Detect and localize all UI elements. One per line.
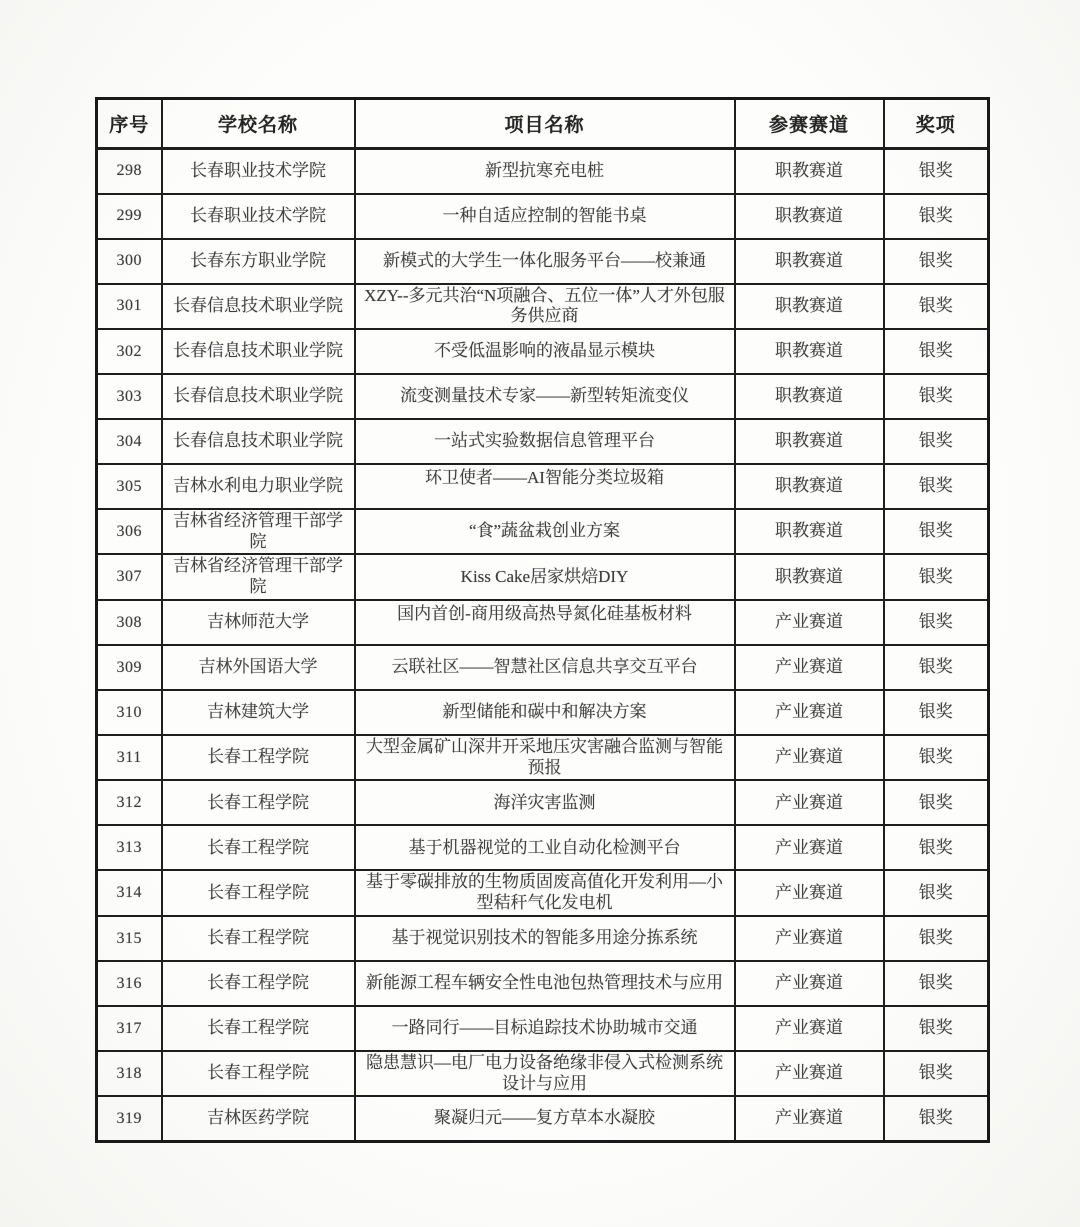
cell-track: 产业赛道	[735, 735, 884, 780]
cell-school: 长春东方职业学院	[162, 239, 355, 284]
cell-no: 310	[97, 690, 162, 735]
cell-no: 319	[97, 1096, 162, 1141]
cell-track: 职教赛道	[735, 419, 884, 464]
column-header-project: 项目名称	[355, 99, 735, 149]
table-row	[97, 690, 989, 735]
cell-school: 长春信息技术职业学院	[162, 419, 355, 464]
cell-award: 银奖	[884, 961, 989, 1006]
cell-project: “食”蔬盆栽创业方案	[355, 509, 735, 554]
table-row	[97, 194, 989, 239]
cell-no: 301	[97, 284, 162, 329]
cell-project: 大型金属矿山深井开采地压灾害融合监测与智能预报	[355, 735, 735, 780]
cell-award: 银奖	[884, 600, 989, 645]
cell-track: 产业赛道	[735, 690, 884, 735]
cell-project: 新型储能和碳中和解决方案	[355, 690, 735, 735]
cell-award: 银奖	[884, 284, 989, 329]
cell-track: 产业赛道	[735, 1096, 884, 1141]
cell-school: 长春信息技术职业学院	[162, 284, 355, 329]
cell-no: 298	[97, 149, 162, 194]
cell-school: 长春工程学院	[162, 825, 355, 870]
cell-school: 长春工程学院	[162, 780, 355, 825]
table-row	[97, 239, 989, 284]
cell-track: 产业赛道	[735, 916, 884, 961]
awards-table	[95, 97, 990, 1143]
cell-award: 银奖	[884, 825, 989, 870]
cell-project: 云联社区——智慧社区信息共享交互平台	[355, 645, 735, 690]
cell-school: 长春工程学院	[162, 1051, 355, 1096]
column-header-school: 学校名称	[162, 99, 355, 149]
cell-project: 基于视觉识别技术的智能多用途分拣系统	[355, 916, 735, 961]
cell-award: 银奖	[884, 735, 989, 780]
table-row	[97, 1006, 989, 1051]
cell-track: 职教赛道	[735, 464, 884, 509]
table-row	[97, 464, 989, 509]
table-row	[97, 1051, 989, 1096]
cell-track: 职教赛道	[735, 284, 884, 329]
cell-project: 新模式的大学生一体化服务平台——校兼通	[355, 239, 735, 284]
cell-track: 职教赛道	[735, 239, 884, 284]
cell-track: 产业赛道	[735, 645, 884, 690]
cell-award: 银奖	[884, 554, 989, 599]
table-row	[97, 1096, 989, 1141]
cell-school: 吉林外国语大学	[162, 645, 355, 690]
header-row	[97, 99, 989, 149]
cell-project: 新能源工程车辆安全性电池包热管理技术与应用	[355, 961, 735, 1006]
cell-no: 307	[97, 554, 162, 599]
cell-track: 产业赛道	[735, 780, 884, 825]
table-row	[97, 329, 989, 374]
table-row	[97, 916, 989, 961]
cell-track: 产业赛道	[735, 870, 884, 915]
table-row	[97, 825, 989, 870]
cell-project: 一站式实验数据信息管理平台	[355, 419, 735, 464]
cell-no: 300	[97, 239, 162, 284]
cell-no: 316	[97, 961, 162, 1006]
cell-project: 一路同行——目标追踪技术协助城市交通	[355, 1006, 735, 1051]
cell-project: 流变测量技术专家——新型转矩流变仪	[355, 374, 735, 419]
cell-award: 银奖	[884, 690, 989, 735]
cell-project: 聚凝归元——复方草本水凝胶	[355, 1096, 735, 1141]
cell-no: 318	[97, 1051, 162, 1096]
table-row	[97, 645, 989, 690]
cell-school: 吉林省经济管理干部学院	[162, 554, 355, 599]
cell-project: 新型抗寒充电桩	[355, 149, 735, 194]
column-header-track: 参赛赛道	[735, 99, 884, 149]
cell-track: 产业赛道	[735, 825, 884, 870]
cell-project: 基于零碳排放的生物质固废高值化开发利用—小型秸秆气化发电机	[355, 870, 735, 915]
cell-school: 长春工程学院	[162, 870, 355, 915]
cell-school: 长春职业技术学院	[162, 149, 355, 194]
cell-track: 产业赛道	[735, 600, 884, 645]
cell-project: 不受低温影响的液晶显示模块	[355, 329, 735, 374]
cell-school: 长春工程学院	[162, 735, 355, 780]
table-header	[97, 99, 989, 149]
table-row	[97, 509, 989, 554]
cell-track: 产业赛道	[735, 961, 884, 1006]
table-body	[97, 149, 989, 1142]
cell-award: 银奖	[884, 916, 989, 961]
table-row	[97, 780, 989, 825]
cell-project: 海洋灾害监测	[355, 780, 735, 825]
table-row	[97, 600, 989, 645]
cell-no: 305	[97, 464, 162, 509]
cell-award: 银奖	[884, 149, 989, 194]
cell-award: 银奖	[884, 194, 989, 239]
cell-no: 315	[97, 916, 162, 961]
cell-school: 长春工程学院	[162, 916, 355, 961]
cell-no: 312	[97, 780, 162, 825]
cell-award: 银奖	[884, 870, 989, 915]
cell-award: 银奖	[884, 374, 989, 419]
cell-award: 银奖	[884, 1096, 989, 1141]
cell-award: 银奖	[884, 509, 989, 554]
cell-award: 银奖	[884, 1006, 989, 1051]
cell-project: 基于机器视觉的工业自动化检测平台	[355, 825, 735, 870]
cell-track: 产业赛道	[735, 1006, 884, 1051]
cell-track: 职教赛道	[735, 374, 884, 419]
cell-no: 313	[97, 825, 162, 870]
cell-award: 银奖	[884, 780, 989, 825]
table-row	[97, 149, 989, 194]
cell-award: 银奖	[884, 645, 989, 690]
cell-no: 311	[97, 735, 162, 780]
cell-school: 长春信息技术职业学院	[162, 329, 355, 374]
cell-no: 303	[97, 374, 162, 419]
cell-track: 职教赛道	[735, 149, 884, 194]
cell-no: 306	[97, 509, 162, 554]
table-row	[97, 735, 989, 780]
cell-track: 产业赛道	[735, 1051, 884, 1096]
table-row	[97, 284, 989, 329]
cell-school: 吉林省经济管理干部学院	[162, 509, 355, 554]
cell-school: 长春工程学院	[162, 961, 355, 1006]
cell-school: 吉林水利电力职业学院	[162, 464, 355, 509]
cell-project: 隐患慧识—电厂电力设备绝缘非侵入式检测系统设计与应用	[355, 1051, 735, 1096]
cell-school: 吉林师范大学	[162, 600, 355, 645]
cell-no: 314	[97, 870, 162, 915]
cell-school: 吉林建筑大学	[162, 690, 355, 735]
cell-project: 国内首创-商用级高热导氮化硅基板材料	[355, 600, 735, 645]
cell-project: XZY--多元共治“N项融合、五位一体”人才外包服务供应商	[355, 284, 735, 329]
cell-no: 308	[97, 600, 162, 645]
cell-award: 银奖	[884, 419, 989, 464]
table-row	[97, 374, 989, 419]
cell-project: Kiss Cake居家烘焙DIY	[355, 554, 735, 599]
cell-track: 职教赛道	[735, 329, 884, 374]
cell-school: 长春职业技术学院	[162, 194, 355, 239]
table-row	[97, 554, 989, 599]
cell-track: 职教赛道	[735, 509, 884, 554]
cell-project: 环卫使者——AI智能分类垃圾箱	[355, 464, 735, 509]
cell-no: 304	[97, 419, 162, 464]
cell-no: 302	[97, 329, 162, 374]
table-row	[97, 961, 989, 1006]
column-header-no: 序号	[97, 99, 162, 149]
cell-no: 317	[97, 1006, 162, 1051]
cell-award: 银奖	[884, 329, 989, 374]
table-row	[97, 419, 989, 464]
cell-track: 职教赛道	[735, 554, 884, 599]
cell-project: 一种自适应控制的智能书桌	[355, 194, 735, 239]
cell-school: 吉林医药学院	[162, 1096, 355, 1141]
cell-school: 长春信息技术职业学院	[162, 374, 355, 419]
table-row	[97, 870, 989, 915]
column-header-award: 奖项	[884, 99, 989, 149]
cell-school: 长春工程学院	[162, 1006, 355, 1051]
cell-no: 299	[97, 194, 162, 239]
cell-award: 银奖	[884, 464, 989, 509]
cell-award: 银奖	[884, 1051, 989, 1096]
cell-award: 银奖	[884, 239, 989, 284]
cell-track: 职教赛道	[735, 194, 884, 239]
cell-no: 309	[97, 645, 162, 690]
